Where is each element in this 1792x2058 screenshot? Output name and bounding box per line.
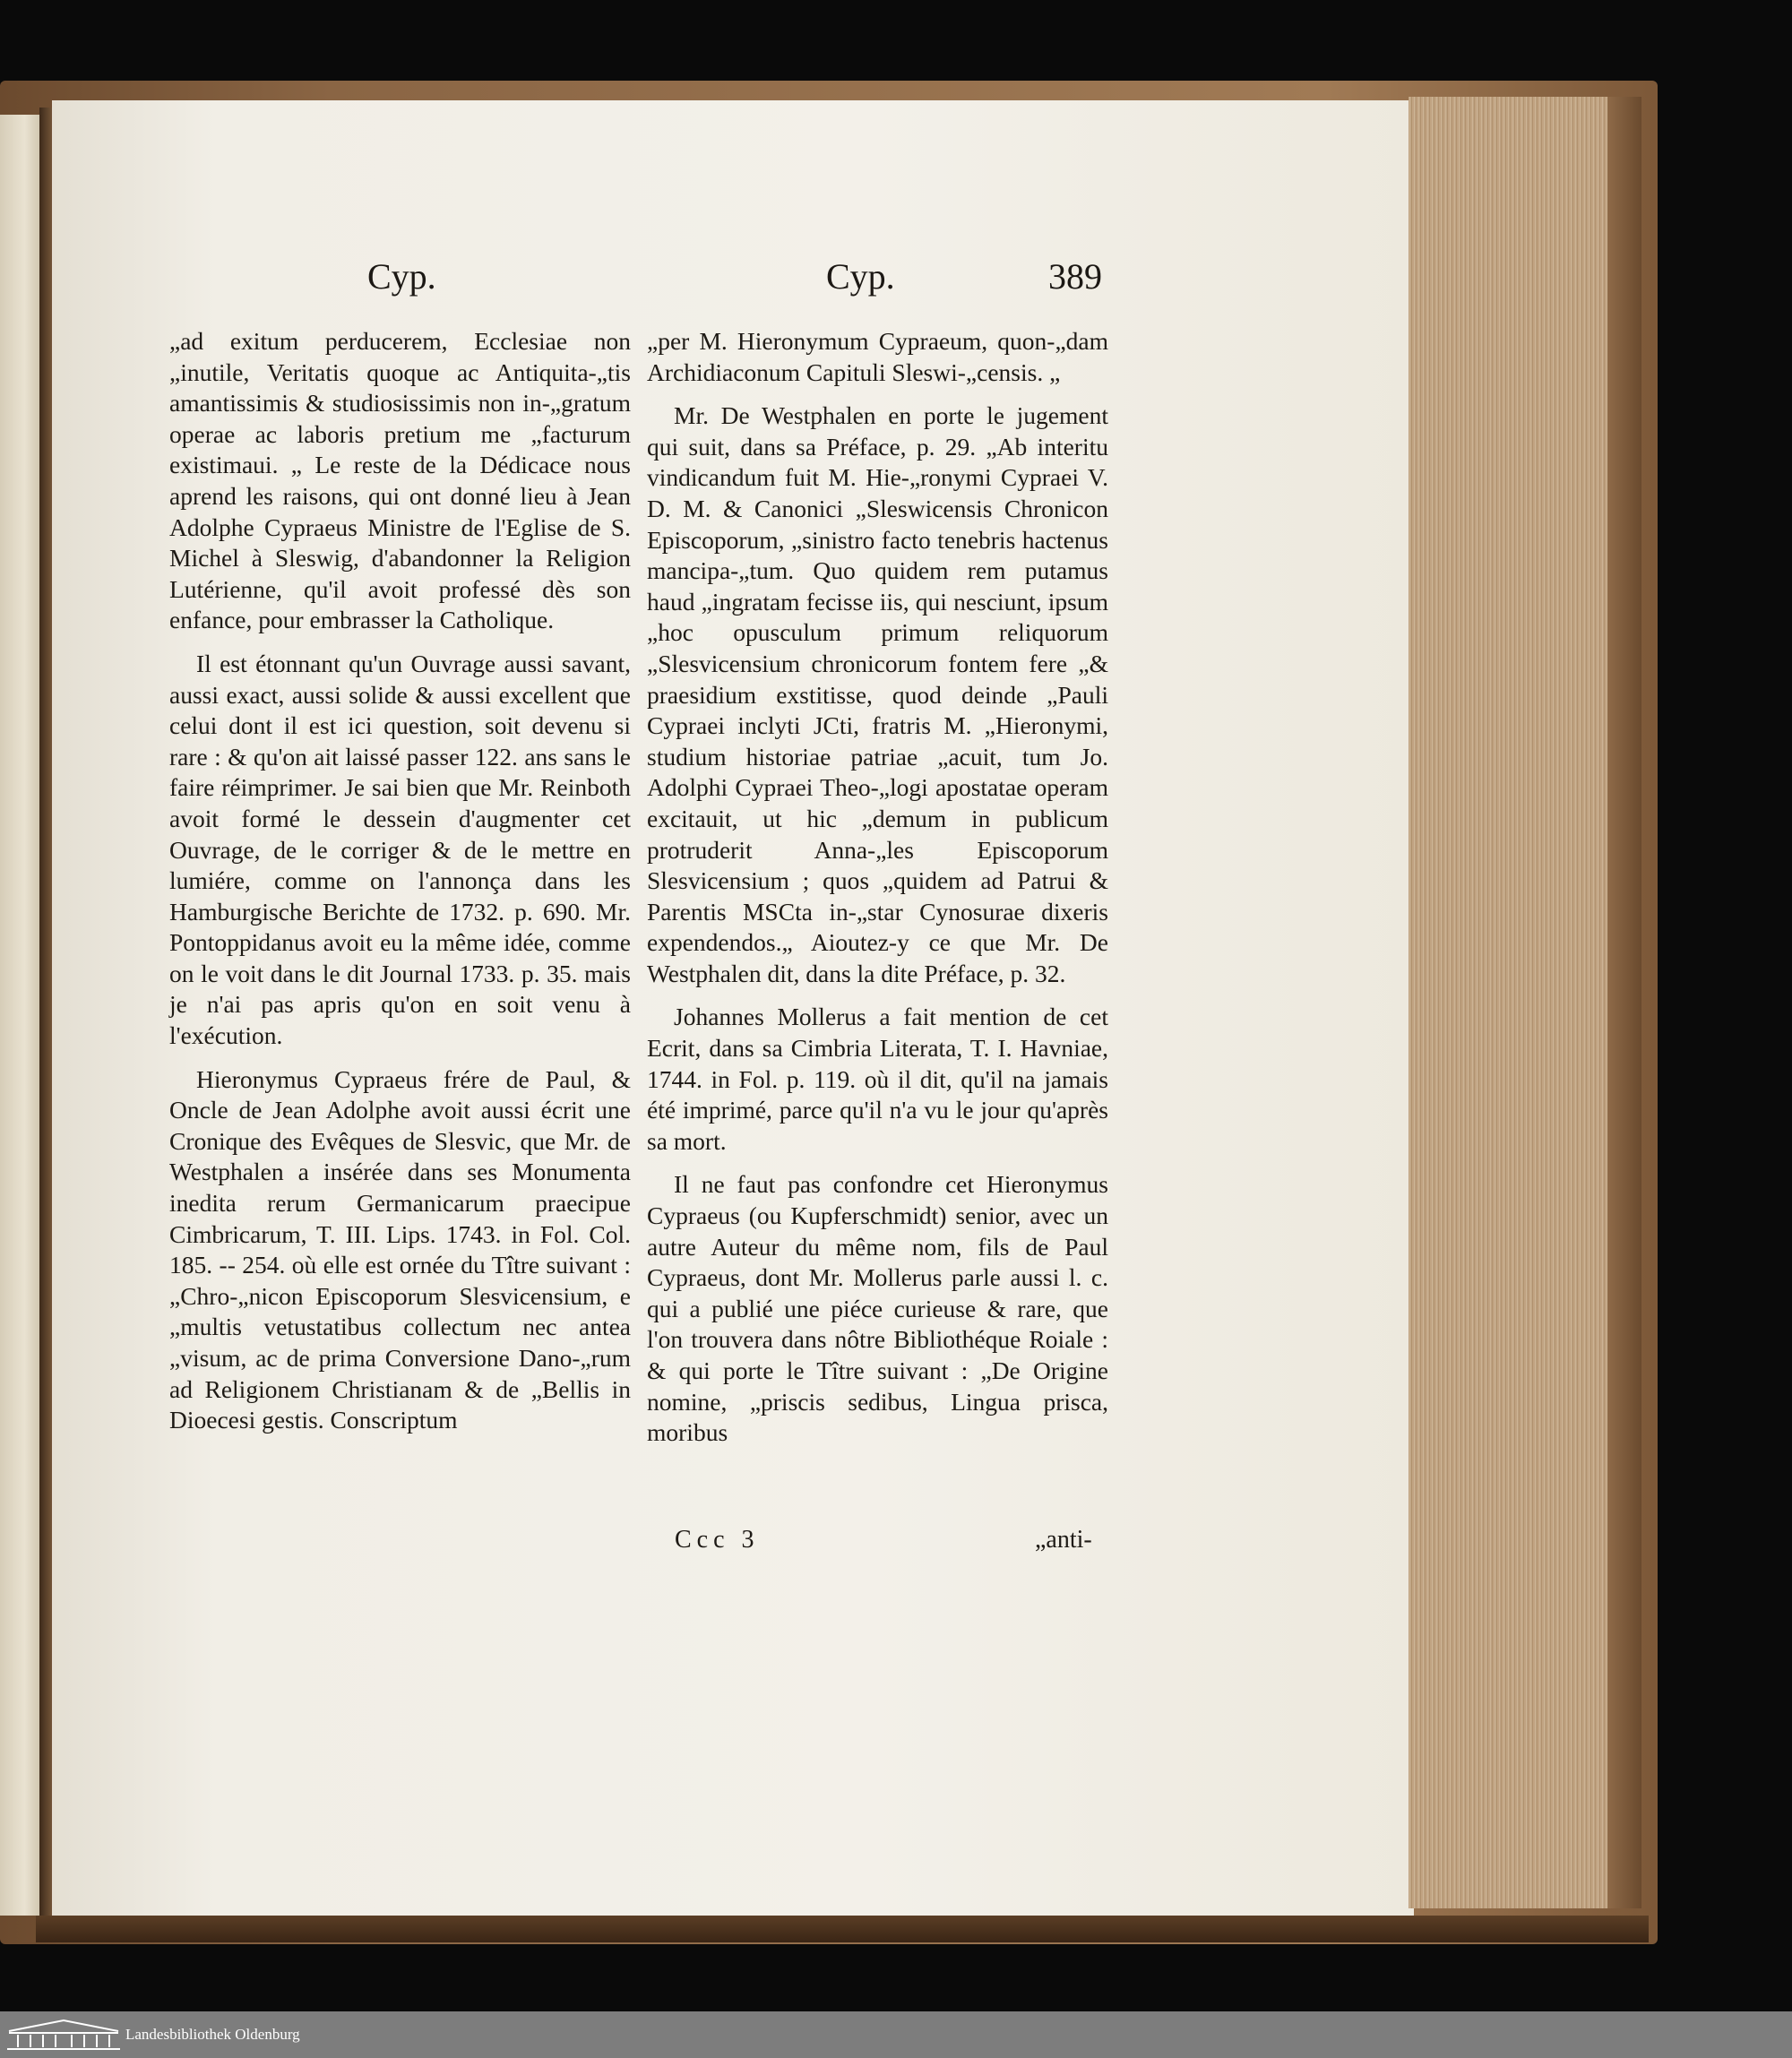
page-footer [0, 1526, 1792, 1562]
running-header [0, 255, 1792, 309]
header-right-title: Cyp. [826, 256, 895, 297]
right-text-column [647, 326, 1108, 1461]
paragraph: Mr. De Westphalen en porte le jugement qui suit, dans sa Préface, p. 29. „Ab interitu vindicandum fuit M. Hie-„ronymi Cypraei V. D. M. & Canonici „Sleswicensis Chronicon Episcoporum, „sinistro facto tenebris hactenus mancipa-„tum. Quo quidem rem putamus haud „ingratam fecisse iis, qui nesciunt, ipsum „hoc opusculum primum reliquorum „Slesvicensium chronicorum fontem fere „& praesidium exstitisse, quod deinde „Pauli Cypraei inclyti JCti, fratris M. „Hieronymi, studium historiae patriae „acuit, tum Jo. Adolphi Cypraei Theo-„logi apostatae operam excitauit, ut hic „demum in publicum protruderit Anna-„les Episcoporum Slesvicensium ; quos „quidem ad Patrui & Parentis MSCta in-„star Cynosurae dixeris expendendos.„ Aioutez-y ce que Mr. De Westphalen dit, dans la dite Préface, p. 32. [647, 401, 1108, 987]
left-page-edge [0, 115, 41, 1916]
book-bottom-edge [36, 1916, 1649, 1942]
paragraph: Il ne faut pas confondre cet Hieronymus Cypraeus (ou Kupferschmidt) senior, avec un autre Auteur du même nom, fils de Paul Cypraeus, dont Mr. Mollerus parle aussi l. c. qui a publié une piéce curieuse & rare, que l'on trouvera dans nôtre Bibliothéque Roiale : & qui porte le Tître suivant : „De Origine nomine, „priscis sedibus, Lingua prisca, moribus [647, 1170, 1108, 1447]
signature-mark: Ccc 3 [675, 1526, 760, 1554]
paragraph: „per M. Hieronymum Cypraeum, quon-„dam Archidiaconum Capituli Sleswi-„censis. „ [647, 327, 1108, 386]
paragraph: Johannes Mollerus a fait mention de cet Ecrit, dans sa Cimbria Literata, T. I. Havniae, 1744. in Fol. p. 119. où il dit, qu'il na jamais été imprimé, parce qu'il n'a vu le jour qu'après sa mort. [647, 1003, 1108, 1155]
left-text-column [169, 326, 631, 1449]
paragraph: Il est étonnant qu'un Ouvrage aussi savant, aussi exact, aussi solide & aussi excellent que celui dont il est ici question, soit devenu si rare : & qu'on ait laissé passer 122. ans sans le faire réimprimer. Je sai bien que Mr. Reinboth avoit formé le dessein d'augmenter cet Ouvrage, de le corriger & de le mettre en lumiére, comme on l'annonça dans les Hamburgische Berichte de 1732. p. 690. Mr. Pontoppidanus avoit eu la même idée, comme on le voit dans le dit Journal 1733. p. 35. mais je n'ai pas apris qu'on en soit venu à l'exécution. [169, 649, 631, 1050]
page-number: 389 [1048, 256, 1102, 297]
paragraph: Hieronymus Cypraeus frére de Paul, & Oncle de Jean Adolphe avoit aussi écrit une Cronique des Evêques de Slesvic, que Mr. de Westphalen a insérée dans ses Monumenta inedita rerum Germanicarum praecipue Cimbricarum, T. III. Lips. 1743. in Fol. Col. 185. -- 254. où elle est ornée du Tître suivant : „Chro-„nicon Episcoporum Slesvicensium, e „multis vetustatibus collectum nec antea „visum, ac de prima Conversione Dano-„rum ad Religionem Christianam & de „Bellis in Dioecesi gestis. Conscriptum [169, 1064, 631, 1434]
paragraph: „ad exitum perducerem, Ecclesiae non „inutile, Veritatis quoque ac Antiquita-„tis amantissimis & studiosissimis non in-„gratum operae ac laboris pretium me „facturum existimaui. „ Le reste de la Dédicace nous aprend les raisons, qui ont donné lieu à Jean Adolphe Cypraeus Ministre de l'Eglise de S. Michel à Sleswig, d'abandonner la Religion Lutérienne, qu'il avoit professé dès son enfance, pour embrasser la Catholique. [169, 327, 631, 634]
library-bar [0, 2011, 1792, 2058]
catchword: „anti- [1035, 1526, 1092, 1554]
library-name: Landesbibliothek Oldenburg [125, 2026, 300, 2043]
header-left-title: Cyp. [367, 256, 436, 297]
page-block-edges [1409, 97, 1641, 1908]
library-building-icon [5, 2017, 122, 2053]
